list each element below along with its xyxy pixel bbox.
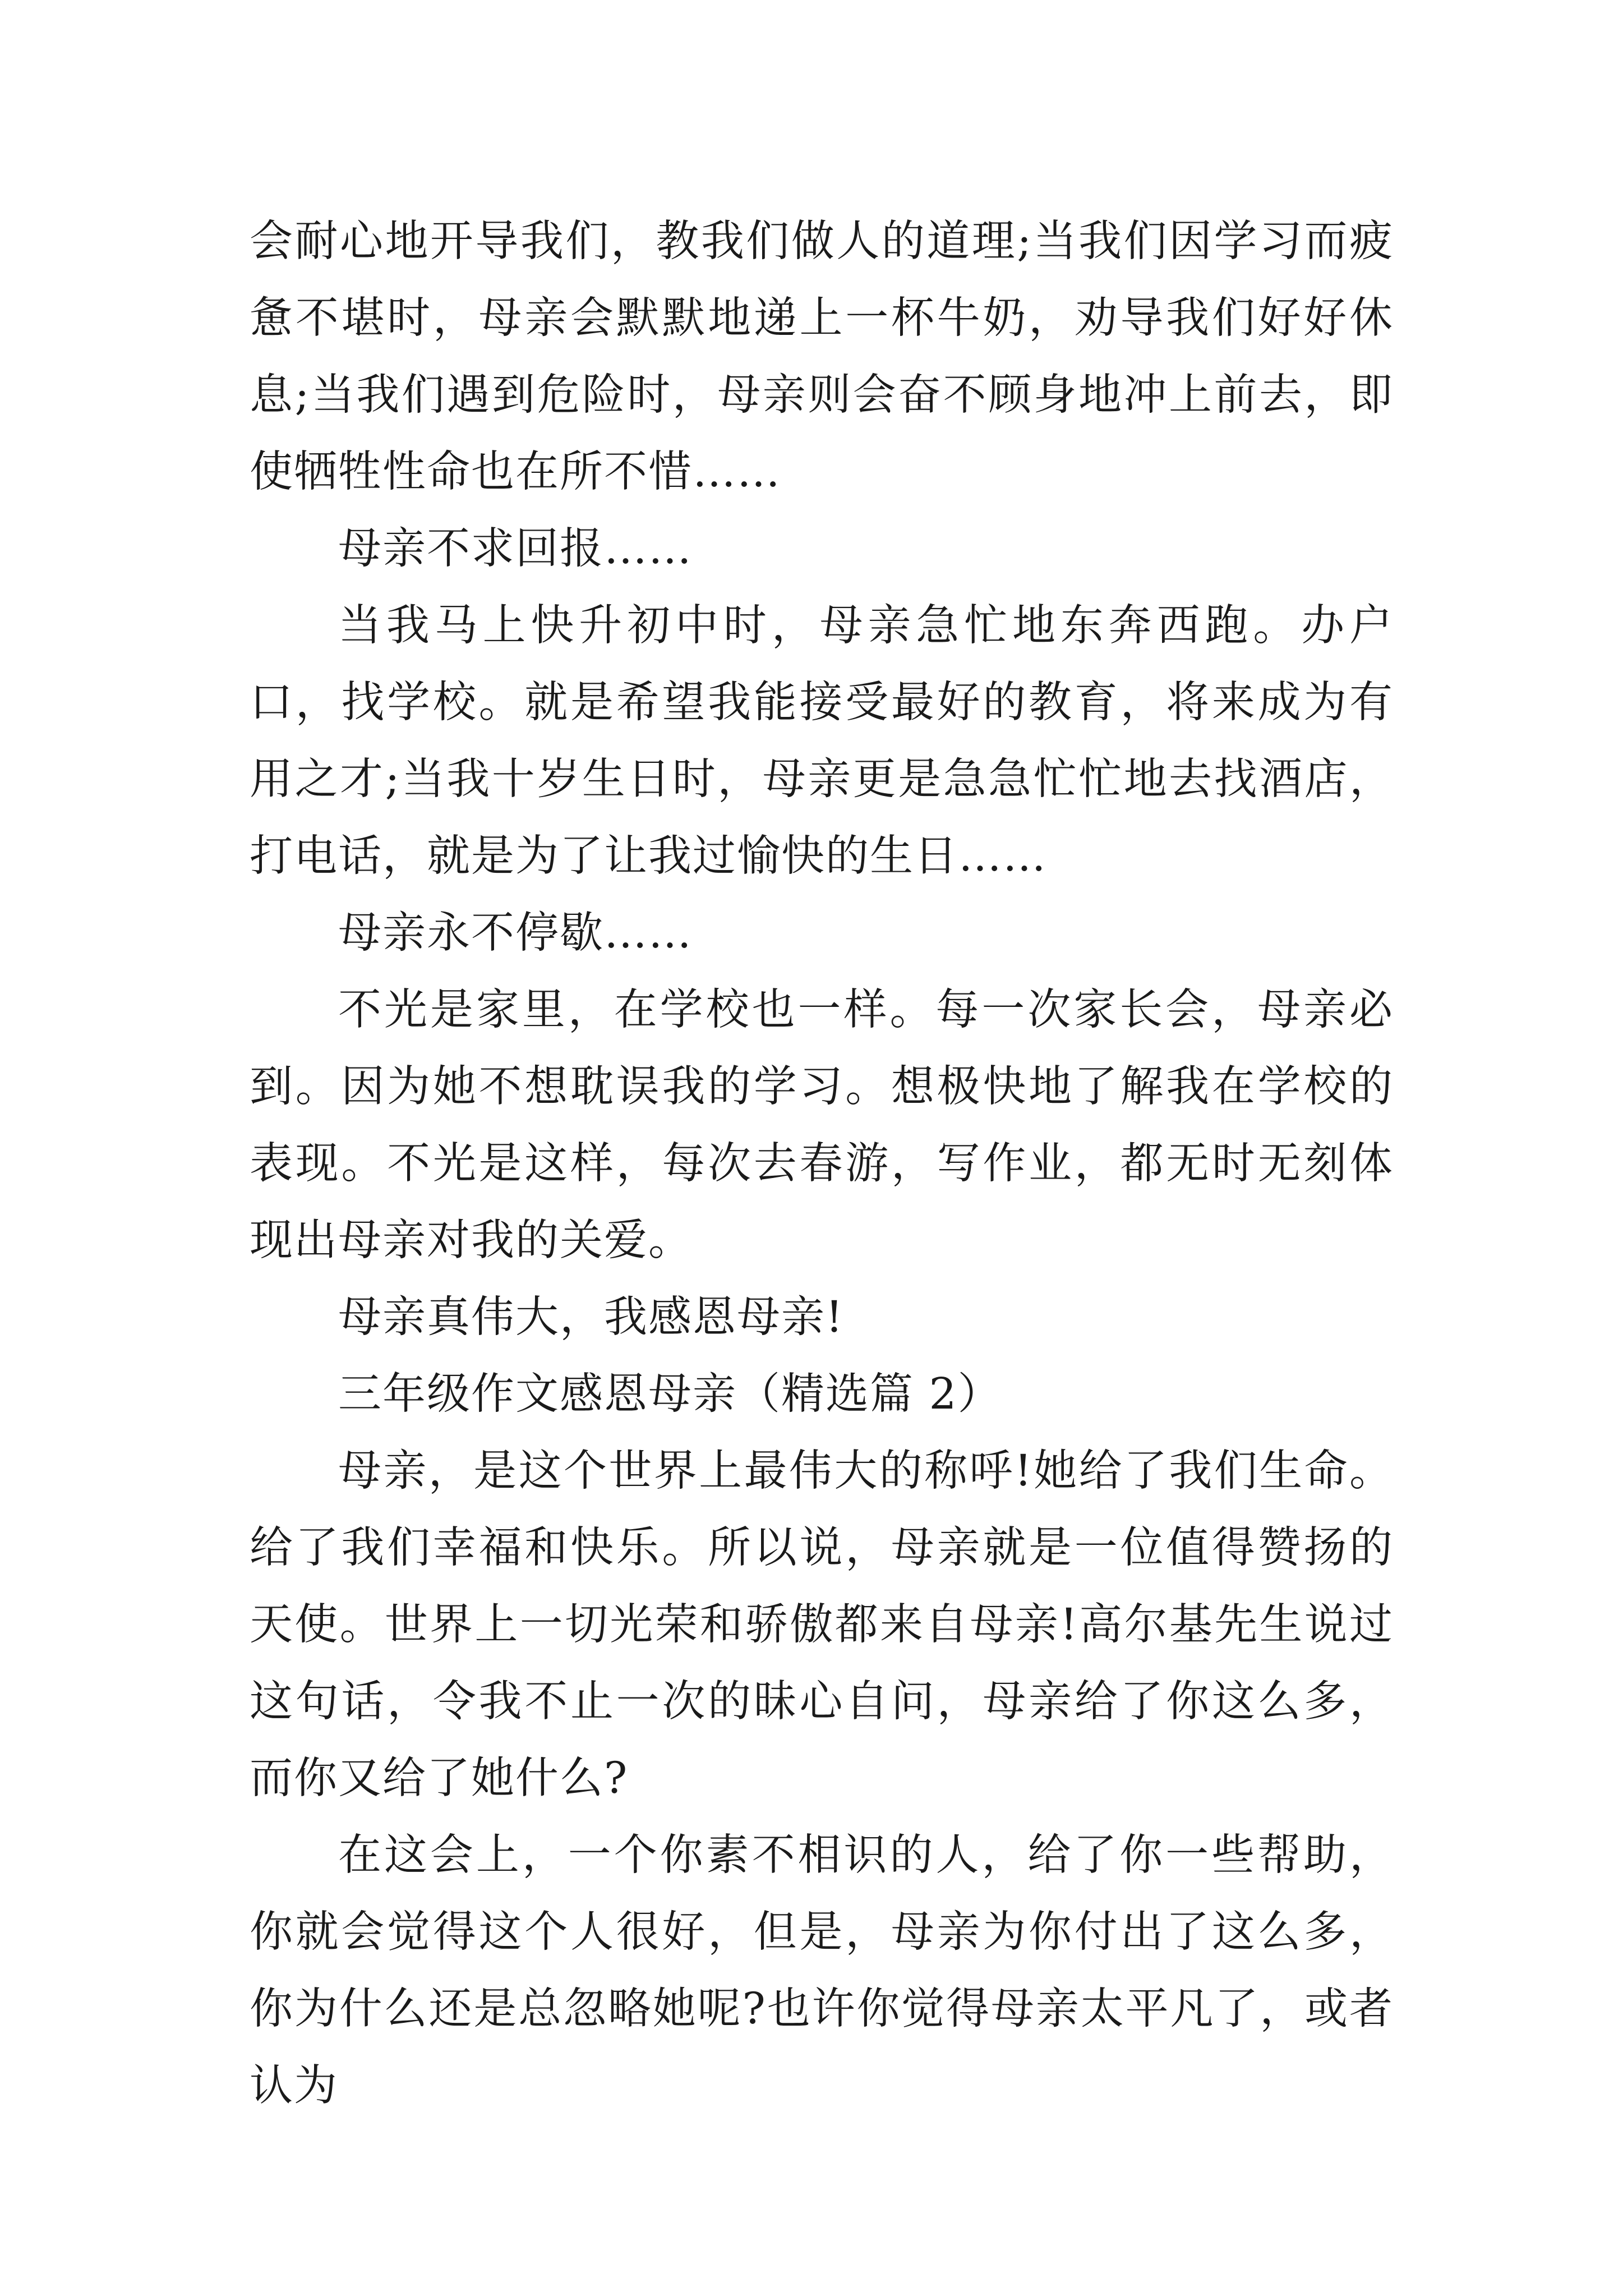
paragraph-mother-great: 母亲真伟大，我感恩母亲! — [338, 1292, 844, 1342]
document-body — [250, 203, 1394, 2124]
paragraph-continued: 会耐心地开导我们，教我们做人的道理;当我们因学习而疲惫不堪时，母亲会默默地递上一杯牛奶，劝导我们好好休息;当我们遇到危险时，母亲则会奋不顾身地冲上前去，即使牺牲性命也在所不惜…… — [250, 217, 1394, 497]
section-heading: 三年级作文感恩母亲（精选篇 2） — [338, 1369, 1002, 1419]
paragraph-mother-no-return: 母亲不求回报…… — [338, 524, 693, 574]
paragraph-greatest-title: 母亲，是这个世界上最伟大的称呼!她给了我们生命。给了我们幸福和快乐。所以说，母亲就是一位值得赞扬的天使。世界上一切光荣和骄傲都来自母亲!高尔基先生说过这句话，令我不止一次的昧心自问，母亲给了你这么多，而你又给了她什么? — [250, 1446, 1394, 1803]
paragraph-mother-never-stops: 母亲永不停歇…… — [338, 908, 693, 958]
paragraph-school: 不光是家里，在学校也一样。每一次家长会，母亲必到。因为她不想耽误我的学习。想极快地了解我在学校的表现。不光是这样，每次去春游，写作业，都无时无刻体现出母亲对我的关爱。 — [250, 985, 1394, 1266]
paragraph-stranger-help: 在这会上，一个你素不相识的人，给了你一些帮助，你就会觉得这个人很好，但是，母亲为你付出了这么多，你为什么还是总忽略她呢?也许你觉得母亲太平凡了，或者认为 — [250, 1830, 1394, 2111]
paragraph-middle-school: 当我马上快升初中时，母亲急忙地东奔西跑。办户口，找学校。就是希望我能接受最好的教育，将来成为有用之才;当我十岁生日时，母亲更是急急忙忙地去找酒店，打电话，就是为了让我过愉快的生日…… — [250, 601, 1394, 881]
